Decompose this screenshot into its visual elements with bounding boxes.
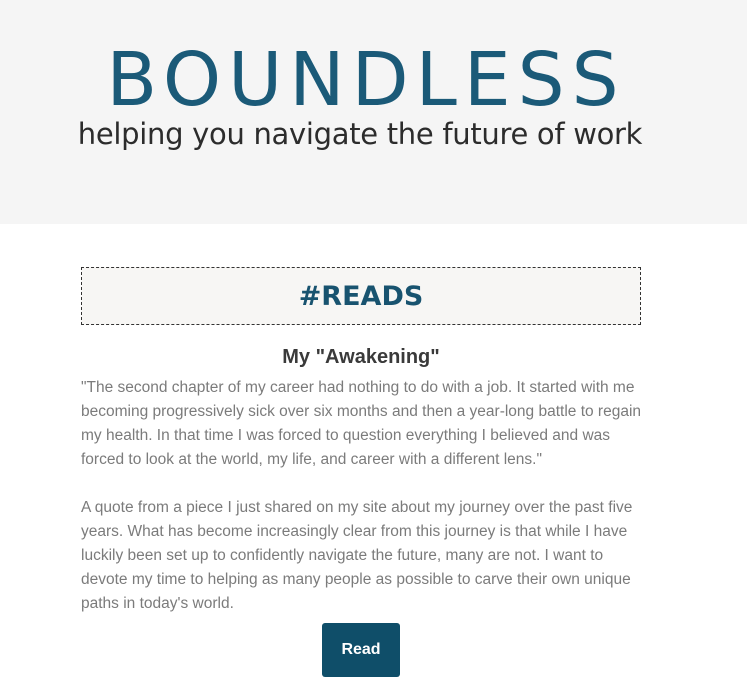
- logo-tagline: helping you navigate the future of work: [77, 117, 643, 151]
- post-body: [81, 376, 645, 616]
- section-header-box: [81, 267, 641, 325]
- section-title: #READS: [298, 280, 424, 312]
- header-banner: [0, 0, 747, 224]
- read-button[interactable]: Read: [322, 623, 400, 677]
- post-description: A quote from a piece I just shared on my site about my journey over the past five years. What has become increasingly clear from this journey is that while I have luckily been set up to confidently navigate the future, many are not. I want to devote my time to helping as many people as possible to carve their own unique paths in today's world.: [81, 499, 633, 612]
- post-title: My "Awakening": [282, 346, 440, 368]
- logo-title: BOUNDLESS: [106, 37, 626, 123]
- post-quote: "The second chapter of my career had nothing to do with a job. It started with me becoming progressively sick over six months and then a year-long battle to regain my health. In that time I was forced to question everything I believed and was forced to look at the world, my life, and career with a different lens.": [81, 379, 642, 468]
